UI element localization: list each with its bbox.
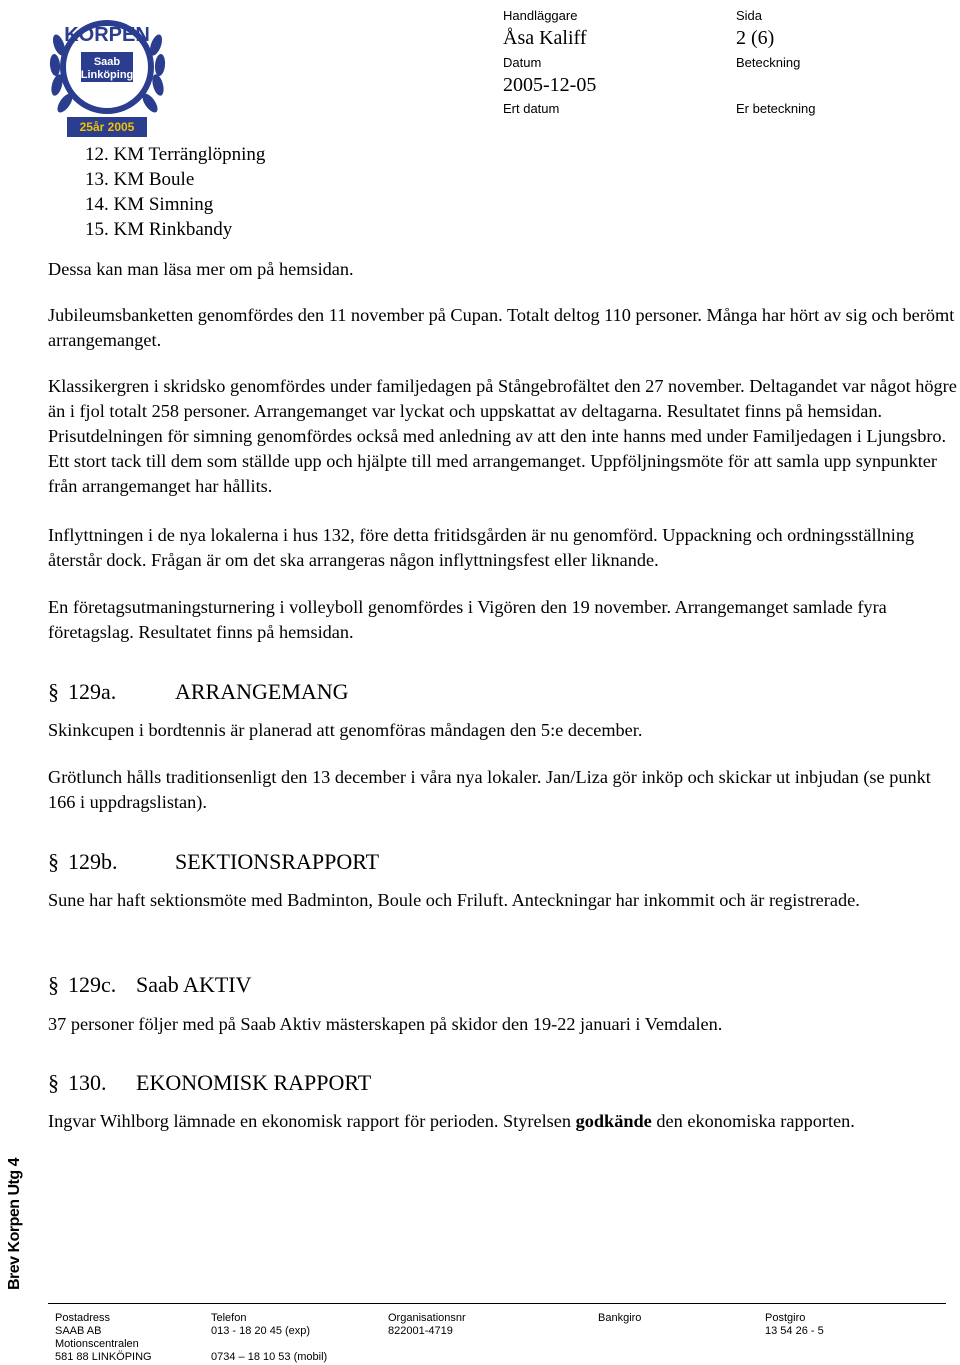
footer-rule — [48, 1303, 946, 1304]
section-heading-130 — [48, 1070, 371, 1096]
text-run: Ingvar Wihlborg lämnade en ekonomisk rapport för perioden. Styrelsen — [48, 1111, 576, 1131]
logo-sub1-text: Saab — [93, 56, 121, 68]
footer-value: SAAB AB — [55, 1325, 102, 1337]
section-number: 129c. — [68, 972, 117, 997]
beteckning-label: Beteckning — [736, 55, 801, 70]
footer-bankgiro — [598, 1312, 641, 1325]
section-heading-129b — [48, 849, 379, 875]
paragraph-sign: § — [48, 1070, 59, 1095]
side-form-code: Brev Korpen Utg 4 — [6, 1158, 23, 1290]
footer-value — [211, 1338, 327, 1351]
paragraph-jubileumsbanketten: Jubileumsbanketten genomfördes den 11 november på Cupan. Totalt deltog 110 personer. Många har hört av sig och berömt arrangemanget. — [48, 305, 955, 350]
logo-anniv-text: 25år 2005 — [79, 120, 135, 134]
footer-label: Organisationsnr — [388, 1312, 466, 1324]
paragraph-skinkcupen: Skinkcupen i bordtennis är planerad att genomföras måndagen den 5:e december. — [48, 720, 643, 740]
list-item: 13. KM Boule — [85, 169, 195, 190]
section-heading-129c — [48, 972, 251, 998]
footer-organisationsnr — [388, 1312, 466, 1338]
paragraph-grotlunch: Grötlunch hålls traditionsenligt den 13 december i våra nya lokaler. Jan/Liza gör inköp och skickar ut inbjudan (se punkt 166 i uppdragslistan). — [48, 767, 931, 812]
logo-brand-text: KORPEN — [64, 24, 150, 46]
paragraph-saab-aktiv: 37 personer följer med på Saab Aktiv mästerskapen på skidor den 19-22 januari i Vemdalen. — [48, 1014, 723, 1034]
paragraph-sign: § — [48, 849, 59, 874]
footer-label: Telefon — [211, 1312, 247, 1324]
logo-sub2-text: Linköping — [80, 69, 134, 81]
sida-label: Sida — [736, 8, 763, 23]
footer-telefon — [211, 1312, 327, 1364]
korpen-logo — [45, 5, 170, 138]
footer-value: 822001-4719 — [388, 1325, 453, 1337]
section-number: 130. — [68, 1070, 107, 1095]
footer-value: 13 54 26 - 5 — [765, 1325, 824, 1337]
section-title: SEKTIONSRAPPORT — [175, 849, 380, 874]
section-number: 129a. — [68, 679, 117, 704]
section-heading-129a — [48, 679, 349, 705]
paragraph-klassikergren: Klassikergren i skridsko genomfördes under familjedagen på Stångebrofältet den 27 november. Deltagandet var något högre än i fjol totalt 258 personer. Arrangemanget var lyckat och uppskattat av deltagarna. Resultatet finns på hemsidan. Prisutdelningen för simning genomfördes också med anledning av att den inte hanns med under Familjedagen i Ljungsbro. Ett stort tack till dem som ställde upp och hjälpte till med arrangemanget. Uppföljningsmöte för att samla upp synpunkter från arrangemanget har hållits. — [48, 376, 957, 496]
footer-value: 0734 – 18 10 53 (mobil) — [211, 1351, 328, 1363]
bold-text-godkande: godkände — [575, 1111, 652, 1131]
footer-label: Postgiro — [765, 1312, 806, 1324]
paragraph-sign: § — [48, 679, 59, 704]
text-run: den ekonomiska rapporten. — [651, 1111, 855, 1131]
handlaggare-label: Handläggare — [503, 8, 578, 23]
paragraph-foretagsutmaning: En företagsutmaningsturnering i volleyboll genomfördes i Vigören den 19 november. Arrangemanget samlade fyra företagslag. Resultatet finns på hemsidan. — [48, 597, 887, 642]
footer-value: 581 88 LINKÖPING — [55, 1351, 152, 1363]
datum-value: 2005-12-05 — [503, 74, 597, 96]
sida-value: 2 (6) — [736, 27, 775, 49]
er-beteckning-label: Er beteckning — [736, 101, 816, 116]
footer-value: 013 - 18 20 45 (exp) — [211, 1325, 311, 1337]
list-item: 12. KM Terränglöpning — [85, 144, 266, 165]
handlaggare-value: Åsa Kaliff — [503, 27, 587, 49]
datum-label: Datum — [503, 55, 542, 70]
paragraph-inflyttningen: Inflyttningen i de nya lokalerna i hus 132, före detta fritidsgården är nu genomförd. Uppackning och ordningsställning återstår dock. Frågan är om det ska arrangeras någon inflyttningsfest eller liknande. — [48, 525, 915, 570]
footer-postgiro — [765, 1312, 824, 1338]
list-item: 14. KM Simning — [85, 194, 214, 215]
footer-label: Bankgiro — [598, 1312, 642, 1324]
paragraph-sektionsmote: Sune har haft sektionsmöte med Badminton, Boule och Friluft. Anteckningar har inkommit och är registrerade. — [48, 890, 860, 910]
paragraph-sign: § — [48, 972, 59, 997]
list-item: 15. KM Rinkbandy — [85, 219, 233, 240]
section-title: EKONOMISK RAPPORT — [136, 1070, 372, 1095]
footer-label: Postadress — [55, 1312, 111, 1324]
paragraph-hemsidan: Dessa kan man läsa mer om på hemsidan. — [48, 259, 354, 279]
ert-datum-label: Ert datum — [503, 101, 560, 116]
section-number: 129b. — [68, 849, 118, 874]
paragraph-ekonomisk-rapport — [48, 1109, 958, 1134]
section-title: ARRANGEMANG — [175, 679, 349, 704]
footer-postadress — [55, 1312, 152, 1364]
section-title: Saab AKTIV — [136, 972, 252, 997]
km-list — [85, 142, 265, 242]
footer-value: Motionscentralen — [55, 1338, 139, 1350]
